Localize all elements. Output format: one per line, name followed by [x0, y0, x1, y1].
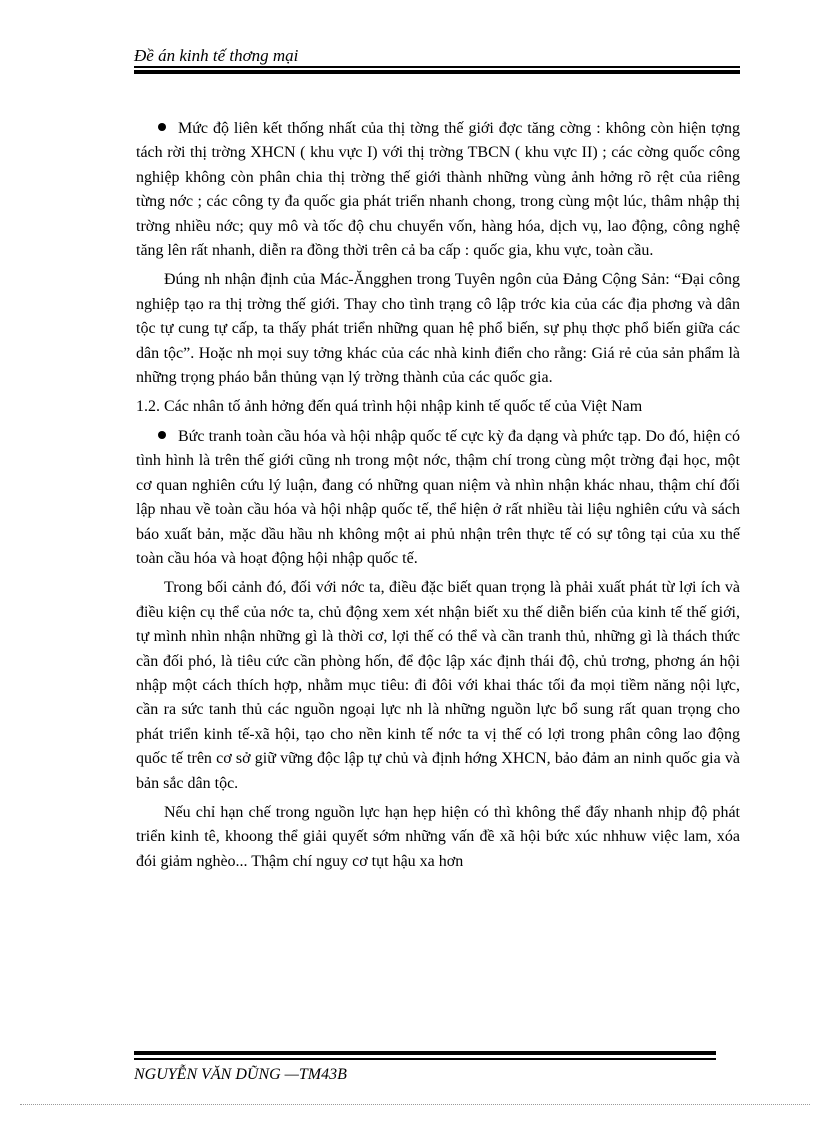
page-bottom-dotted-line [20, 1104, 810, 1105]
paragraph-2: Đúng nh nhận định của Mác-Ăngghen trong Tuyên ngôn của Đảng Cộng Sản: “Đại công nghiệp tạo ra thị trờng thế giới. Thay cho tình trạng cô lập trớc kia của các địa phơng và dân tộc tự cung tự cấp, ta thấy phát triển những quan hệ phổ biến, sự phụ thợc phổ biến giữa các dân tộc”. Hoặc nh mọi suy tởng khác của các nhà kinh điển cho rằng: Giá rẻ của sản phẩm là những trọng pháo bắn thủng vạn lý trờng thành của các quốc gia. [136, 271, 740, 387]
header-rule-thin [134, 66, 740, 68]
paragraph-text: Bức tranh toàn cầu hóa và hội nhập quốc tế cực kỳ đa dạng và phức tạp. Do đó, hiện có tình hình là trên thế giới cũng nh trong một nớc, thậm chí trong cùng một trờng đại học, một cơ quan nghiên cứu lý luận, đang có những quan niệm và nhìn nhận khác nhau, thậm chí đối lập nhau về toàn cầu hóa và hội nhập quốc tế, thể hiện ở rất nhiều tài liệu nghiên cứu và sách báo xuất bản, mặc dầu hầu nh không một ai phủ nhận trên thực tế có sự tông tại của xu thế toàn cầu hóa và hoạt động hội nhập quốc tế. [136, 427, 740, 567]
paragraph-3 [136, 425, 740, 571]
footer-rule-thin [134, 1058, 716, 1060]
paragraph-5: Nếu chỉ hạn chế trong nguồn lực hạn hẹp hiện có thì không thể đẩy nhanh nhịp độ phát triển kinh tê, khoong thể giải quyết sớm những vấn đề xã hội bức xúc nhhuw việc lam, xóa đói giảm nghèo... Thậm chí nguy cơ tụt hậu xa hơn [136, 803, 740, 870]
paragraph-4: Trong bối cảnh đó, đối với nớc ta, điều đặc biết quan trọng là phải xuất phát từ lợi ích và điều kiện cụ thể của nớc ta, chủ động xem xét nhận biết xu thế diễn biến của kinh tế thế giới, tự mình nhìn nhận những gì là thời cơ, lợi thế có thể và cần tranh thủ, những gì là thách thức cần đối phó, là tiêu cức cần phòng hốn, để độc lập xác định thái độ, chủ trơng, phơng án hội nhập một cách thích hợp, nhằm mục tiêu: đi đôi với khai thác tối đa mọi tiềm năng nội lực, cần ra sức tanh thủ các nguồn ngoại lực nh là những nguồn lực bổ sung rất quan trọng cho phát triển kinh tế-xã hội, tạo cho nền kinh tế nớc ta vị thế có lợi trong phân công lao động quốc tế trên cơ sở giữ vững độc lập tự chủ và định hớng XHCN, bảo đảm an ninh quốc gia và bản sắc dân tộc. [136, 579, 740, 792]
bullet-icon [158, 123, 166, 131]
paragraph-1 [136, 117, 740, 263]
page-header-title: Đề án kinh tế thơng mại [134, 46, 299, 65]
document-body [136, 117, 740, 879]
bullet-icon [158, 431, 166, 439]
paragraph-text: Mức độ liên kết thống nhất của thị tờng thế giới đợc tăng cờng : không còn hiện tợng tách rời thị trờng XHCN ( khu vực I) với thị trờng TBCN ( khu vực II) ; các cờng quốc công nghiệp không còn phân chia thị trờng thế giới thành những vùng ảnh hởng rõ rệt của riêng từng nớc ; các công ty đa quốc gia phát triển nhanh chong, trong cùng một lúc, thâm nhập thị trờng nhiều nớc; quy mô và tốc độ chu chuyển vốn, hàng hóa, dịch vụ, lao động, công nghệ tăng lên rất nhanh, diễn ra đồng thời trên cả ba cấp : quốc gia, khu vực, toàn cầu. [136, 120, 740, 260]
section-heading: 1.2. Các nhân tố ảnh hởng đến quá trình hội nhập kinh tế quốc tế của Việt Nam [136, 398, 643, 416]
header-rule-thick [134, 70, 740, 74]
footer-rule-thick [134, 1051, 716, 1055]
footer-author: NGUYỄN VĂN DŨNG —TM43B [134, 1066, 347, 1083]
